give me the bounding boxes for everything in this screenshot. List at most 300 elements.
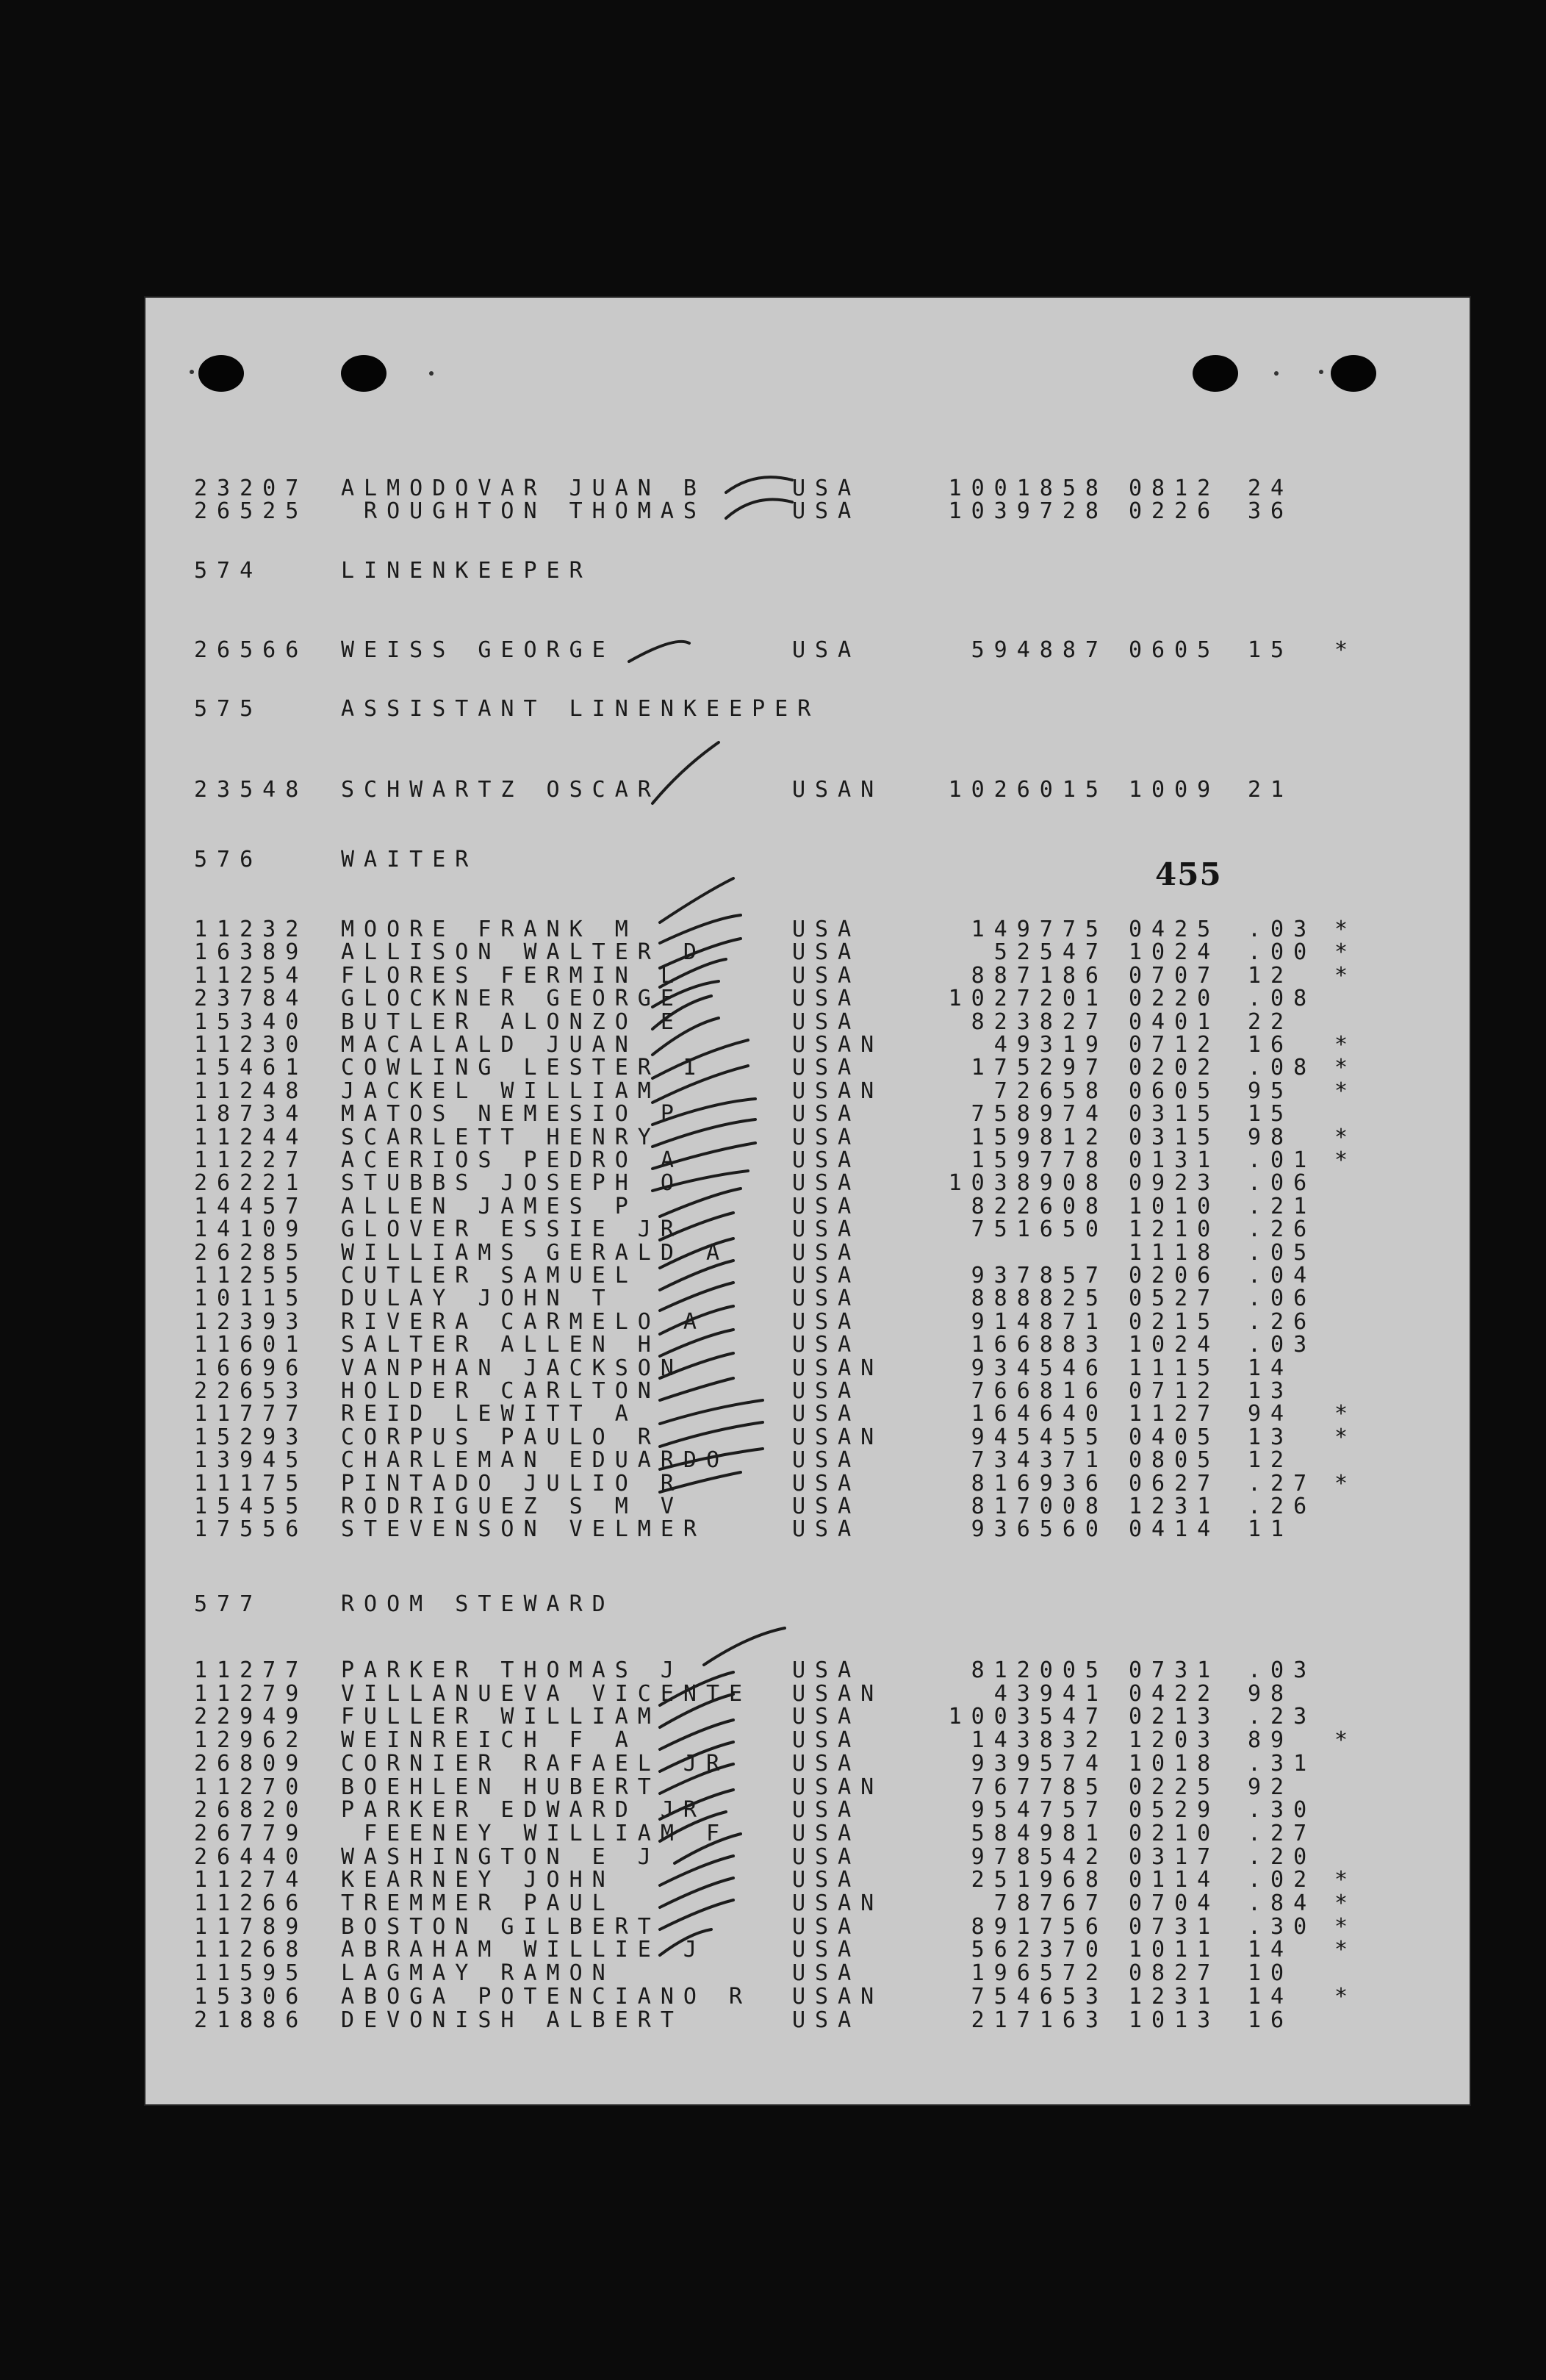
value-code: 15 bbox=[1248, 637, 1294, 663]
document-number: 52547 bbox=[993, 939, 1108, 965]
date-code: 0210 bbox=[1129, 1821, 1220, 1846]
citizenship: USA bbox=[792, 1216, 861, 1242]
document-number: 1039728 bbox=[948, 498, 1108, 524]
asterisk-mark: * bbox=[1334, 1471, 1358, 1497]
asterisk-mark: * bbox=[1334, 1937, 1358, 1963]
date-code: 0206 bbox=[1129, 1263, 1220, 1288]
date-code: 0605 bbox=[1129, 637, 1220, 663]
asterisk-mark: * bbox=[1334, 1125, 1358, 1150]
document-number: 945455 bbox=[971, 1424, 1108, 1450]
crew-number: 11248 bbox=[194, 1078, 309, 1104]
crew-name: PARKER EDWARD JR bbox=[341, 1797, 706, 1823]
asterisk-mark: * bbox=[1334, 1078, 1358, 1104]
crew-name: DEVONISH ALBERT bbox=[341, 2007, 683, 2033]
page-number: 455 bbox=[1155, 856, 1222, 892]
document-number: 822608 bbox=[971, 1194, 1108, 1219]
document-number: 766816 bbox=[971, 1378, 1108, 1404]
document-number: 166883 bbox=[971, 1332, 1108, 1358]
date-code: 0401 bbox=[1129, 1009, 1220, 1035]
citizenship: USA bbox=[792, 637, 861, 663]
section-title: WAITER bbox=[341, 847, 478, 872]
crew-number: 21886 bbox=[194, 2007, 309, 2033]
date-code: 1018 bbox=[1129, 1751, 1220, 1777]
crew-number: 23207 bbox=[194, 476, 309, 501]
crew-number: 26440 bbox=[194, 1844, 309, 1870]
citizenship: USAN bbox=[792, 1681, 884, 1707]
date-code: 0707 bbox=[1129, 963, 1220, 989]
document-number: 43941 bbox=[993, 1681, 1108, 1707]
document-number: 817008 bbox=[971, 1494, 1108, 1519]
crew-number: 16389 bbox=[194, 939, 309, 965]
document-number: 887186 bbox=[971, 963, 1108, 989]
citizenship: USA bbox=[792, 1821, 861, 1846]
document-number: 754653 bbox=[971, 1984, 1108, 2010]
citizenship: USA bbox=[792, 1125, 861, 1150]
value-code: .02 bbox=[1248, 1867, 1317, 1893]
crew-name: GLOVER ESSIE JR bbox=[341, 1216, 683, 1242]
crew-number: 22653 bbox=[194, 1378, 309, 1404]
value-code: 12 bbox=[1248, 963, 1294, 989]
section-title: ASSISTANT LINENKEEPER bbox=[341, 696, 821, 722]
crew-name: GLOCKNER GEORGE bbox=[341, 986, 683, 1011]
crew-number: 26809 bbox=[194, 1751, 309, 1777]
date-code: 1231 bbox=[1129, 1984, 1220, 2010]
document-number: 584981 bbox=[971, 1821, 1108, 1846]
asterisk-mark: * bbox=[1334, 1867, 1358, 1893]
crew-name: ABOGA POTENCIANO R bbox=[341, 1984, 752, 2010]
crew-number: 11277 bbox=[194, 1657, 309, 1683]
crew-name: LAGMAY RAMON bbox=[341, 1960, 615, 1986]
document-number: 1038908 bbox=[948, 1170, 1108, 1196]
crew-name: SALTER ALLEN H bbox=[341, 1332, 661, 1358]
document-number: 734371 bbox=[971, 1447, 1108, 1473]
value-code: .08 bbox=[1248, 986, 1317, 1011]
citizenship: USAN bbox=[792, 1774, 884, 1800]
citizenship: USA bbox=[792, 1332, 861, 1358]
document-number: 251968 bbox=[971, 1867, 1108, 1893]
value-code: .06 bbox=[1248, 1286, 1317, 1311]
date-code: 1210 bbox=[1129, 1216, 1220, 1242]
citizenship: USAN bbox=[792, 1032, 884, 1058]
document-number: 888825 bbox=[971, 1286, 1108, 1311]
value-code: 95 bbox=[1248, 1078, 1294, 1104]
citizenship: USA bbox=[792, 1751, 861, 1777]
asterisk-mark: * bbox=[1334, 1055, 1358, 1080]
document-number: 562370 bbox=[971, 1937, 1108, 1963]
crew-name: PARKER THOMAS J bbox=[341, 1657, 683, 1683]
date-code: 0213 bbox=[1129, 1704, 1220, 1730]
crew-number: 22949 bbox=[194, 1704, 309, 1730]
citizenship: USA bbox=[792, 963, 861, 989]
crew-number: 11254 bbox=[194, 963, 309, 989]
citizenship: USA bbox=[792, 1378, 861, 1404]
document-number: 767785 bbox=[971, 1774, 1108, 1800]
citizenship: USAN bbox=[792, 1078, 884, 1104]
value-code: .26 bbox=[1248, 1309, 1317, 1335]
crew-number: 26221 bbox=[194, 1170, 309, 1196]
citizenship: USA bbox=[792, 1194, 861, 1219]
citizenship: USA bbox=[792, 1844, 861, 1870]
section-code: 574 bbox=[194, 558, 263, 584]
document-number: 175297 bbox=[971, 1055, 1108, 1080]
crew-name: CORNIER RAFAEL JR bbox=[341, 1751, 730, 1777]
document-number: 1001858 bbox=[948, 476, 1108, 501]
date-code: 0317 bbox=[1129, 1844, 1220, 1870]
citizenship: USAN bbox=[792, 1424, 884, 1450]
value-code: .20 bbox=[1248, 1844, 1317, 1870]
asterisk-mark: * bbox=[1334, 939, 1358, 965]
document-number: 812005 bbox=[971, 1657, 1108, 1683]
crew-number: 11244 bbox=[194, 1125, 309, 1150]
citizenship: USAN bbox=[792, 777, 884, 803]
document-number: 159812 bbox=[971, 1125, 1108, 1150]
citizenship: USA bbox=[792, 1727, 861, 1753]
asterisk-mark: * bbox=[1334, 1727, 1358, 1753]
document-number: 937857 bbox=[971, 1263, 1108, 1288]
value-code: 12 bbox=[1248, 1447, 1294, 1473]
citizenship: USA bbox=[792, 498, 861, 524]
section-code: 576 bbox=[194, 847, 263, 872]
value-code: 22 bbox=[1248, 1009, 1294, 1035]
crew-number: 26820 bbox=[194, 1797, 309, 1823]
crew-number: 15340 bbox=[194, 1009, 309, 1035]
value-code: .00 bbox=[1248, 939, 1317, 965]
value-code: .23 bbox=[1248, 1704, 1317, 1730]
date-code: 0805 bbox=[1129, 1447, 1220, 1473]
document-number: 1026015 bbox=[948, 777, 1108, 803]
crew-number: 11266 bbox=[194, 1890, 309, 1916]
crew-number: 13945 bbox=[194, 1447, 309, 1473]
value-code: .31 bbox=[1248, 1751, 1317, 1777]
asterisk-mark: * bbox=[1334, 1401, 1358, 1427]
value-code: .03 bbox=[1248, 1657, 1317, 1683]
document-number: 1027201 bbox=[948, 986, 1108, 1011]
document-page bbox=[145, 298, 1470, 2104]
document-number: 816936 bbox=[971, 1471, 1108, 1497]
document-number: 978542 bbox=[971, 1844, 1108, 1870]
date-code: 0923 bbox=[1129, 1170, 1220, 1196]
document-number: 939574 bbox=[971, 1751, 1108, 1777]
date-code: 0315 bbox=[1129, 1125, 1220, 1150]
crew-name: VILLANUEVA VICENTE bbox=[341, 1681, 752, 1707]
date-code: 0114 bbox=[1129, 1867, 1220, 1893]
value-code: 98 bbox=[1248, 1681, 1294, 1707]
section-code: 575 bbox=[194, 696, 263, 722]
date-code: 1013 bbox=[1129, 2007, 1220, 2033]
crew-name: PINTADO JULIO R bbox=[341, 1471, 683, 1497]
crew-number: 18734 bbox=[194, 1101, 309, 1127]
value-code: .06 bbox=[1248, 1170, 1317, 1196]
crew-number: 11268 bbox=[194, 1937, 309, 1963]
date-code: 0812 bbox=[1129, 476, 1220, 501]
crew-name: STEVENSON VELMER bbox=[341, 1516, 706, 1542]
citizenship: USAN bbox=[792, 1984, 884, 2010]
crew-number: 12393 bbox=[194, 1309, 309, 1335]
crew-number: 10115 bbox=[194, 1286, 309, 1311]
citizenship: USA bbox=[792, 1704, 861, 1730]
crew-name: CUTLER SAMUEL bbox=[341, 1263, 638, 1288]
crew-number: 11175 bbox=[194, 1471, 309, 1497]
crew-number: 11595 bbox=[194, 1960, 309, 1986]
crew-name: SCARLETT HENRY bbox=[341, 1125, 661, 1150]
value-code: .04 bbox=[1248, 1263, 1317, 1288]
crew-name: BOSTON GILBERT bbox=[341, 1914, 661, 1940]
date-code: 1203 bbox=[1129, 1727, 1220, 1753]
crew-number: 11789 bbox=[194, 1914, 309, 1940]
document-number: 217163 bbox=[971, 2007, 1108, 2033]
date-code: 0627 bbox=[1129, 1471, 1220, 1497]
citizenship: USAN bbox=[792, 1890, 884, 1916]
crew-name: WILLIAMS GERALD A bbox=[341, 1240, 730, 1266]
date-code: 0422 bbox=[1129, 1681, 1220, 1707]
crew-number: 12962 bbox=[194, 1727, 309, 1753]
document-number: 143832 bbox=[971, 1727, 1108, 1753]
crew-number: 26525 bbox=[194, 498, 309, 524]
date-code: 0405 bbox=[1129, 1424, 1220, 1450]
crew-name: WEINREICH F A bbox=[341, 1727, 638, 1753]
crew-name: SCHWARTZ OSCAR bbox=[341, 777, 661, 803]
crew-number: 23784 bbox=[194, 986, 309, 1011]
crew-name: CHARLEMAN EDUARDO bbox=[341, 1447, 730, 1473]
asterisk-mark: * bbox=[1334, 963, 1358, 989]
crew-number: 14457 bbox=[194, 1194, 309, 1219]
citizenship: USA bbox=[792, 1240, 861, 1266]
crew-name: JACKEL WILLIAM bbox=[341, 1078, 661, 1104]
value-code: 14 bbox=[1248, 1355, 1294, 1381]
crew-name: BUTLER ALONZO E bbox=[341, 1009, 683, 1035]
document-number: 936560 bbox=[971, 1516, 1108, 1542]
crew-name: TREMMER PAUL bbox=[341, 1890, 615, 1916]
document-number: 758974 bbox=[971, 1101, 1108, 1127]
crew-number: 11279 bbox=[194, 1681, 309, 1707]
date-code: 0225 bbox=[1129, 1774, 1220, 1800]
value-code: 15 bbox=[1248, 1101, 1294, 1127]
crew-name: COWLING LESTER I bbox=[341, 1055, 706, 1080]
crew-number: 11270 bbox=[194, 1774, 309, 1800]
citizenship: USAN bbox=[792, 1355, 884, 1381]
document-number: 891756 bbox=[971, 1914, 1108, 1940]
date-code: 1127 bbox=[1129, 1401, 1220, 1427]
citizenship: USA bbox=[792, 1263, 861, 1288]
value-code: .08 bbox=[1248, 1055, 1317, 1080]
value-code: 89 bbox=[1248, 1727, 1294, 1753]
value-code: 14 bbox=[1248, 1984, 1294, 2010]
crew-name: FULLER WILLIAM bbox=[341, 1704, 661, 1730]
date-code: 0605 bbox=[1129, 1078, 1220, 1104]
value-code: 94 bbox=[1248, 1401, 1294, 1427]
date-code: 1115 bbox=[1129, 1355, 1220, 1381]
value-code: .26 bbox=[1248, 1216, 1317, 1242]
citizenship: USA bbox=[792, 1960, 861, 1986]
citizenship: USA bbox=[792, 1516, 861, 1542]
value-code: .30 bbox=[1248, 1914, 1317, 1940]
value-code: 16 bbox=[1248, 2007, 1294, 2033]
crew-name: ALLEN JAMES P bbox=[341, 1194, 638, 1219]
crew-number: 11601 bbox=[194, 1332, 309, 1358]
crew-number: 11274 bbox=[194, 1867, 309, 1893]
section-code: 577 bbox=[194, 1591, 263, 1617]
crew-name: WASHINGTON E J bbox=[341, 1844, 661, 1870]
value-code: .03 bbox=[1248, 1332, 1317, 1358]
date-code: 0315 bbox=[1129, 1101, 1220, 1127]
asterisk-mark: * bbox=[1334, 1032, 1358, 1058]
document-number: 49319 bbox=[993, 1032, 1108, 1058]
crew-number: 15461 bbox=[194, 1055, 309, 1080]
value-code: .84 bbox=[1248, 1890, 1317, 1916]
crew-name: ACERIOS PEDRO A bbox=[341, 1147, 683, 1173]
citizenship: USA bbox=[792, 1494, 861, 1519]
citizenship: USA bbox=[792, 1147, 861, 1173]
value-code: .27 bbox=[1248, 1821, 1317, 1846]
asterisk-mark: * bbox=[1334, 1424, 1358, 1450]
date-code: 1011 bbox=[1129, 1937, 1220, 1963]
crew-number: 26779 bbox=[194, 1821, 309, 1846]
citizenship: USA bbox=[792, 1867, 861, 1893]
crew-name: HOLDER CARLTON bbox=[341, 1378, 661, 1404]
crew-number: 15293 bbox=[194, 1424, 309, 1450]
asterisk-mark: * bbox=[1334, 917, 1358, 942]
date-code: 0425 bbox=[1129, 917, 1220, 942]
citizenship: USA bbox=[792, 1797, 861, 1823]
value-code: 10 bbox=[1248, 1960, 1294, 1986]
crew-number: 26285 bbox=[194, 1240, 309, 1266]
date-code: 1009 bbox=[1129, 777, 1220, 803]
crew-name: RODRIGUEZ S M V bbox=[341, 1494, 683, 1519]
crew-name: FEENEY WILLIAM F bbox=[341, 1821, 730, 1846]
section-title: ROOM STEWARD bbox=[341, 1591, 615, 1617]
crew-number: 11255 bbox=[194, 1263, 309, 1288]
date-code: 0704 bbox=[1129, 1890, 1220, 1916]
value-code: .26 bbox=[1248, 1494, 1317, 1519]
value-code: .30 bbox=[1248, 1797, 1317, 1823]
date-code: 0527 bbox=[1129, 1286, 1220, 1311]
value-code: 92 bbox=[1248, 1774, 1294, 1800]
citizenship: USA bbox=[792, 1914, 861, 1940]
document-number: 159778 bbox=[971, 1147, 1108, 1173]
document-number: 954757 bbox=[971, 1797, 1108, 1823]
date-code: 0414 bbox=[1129, 1516, 1220, 1542]
date-code: 1024 bbox=[1129, 939, 1220, 965]
document-number: 594887 bbox=[971, 637, 1108, 663]
crew-name: RIVERA CARMELO A bbox=[341, 1309, 706, 1335]
citizenship: USA bbox=[792, 986, 861, 1011]
crew-name: MACALALD JUAN bbox=[341, 1032, 638, 1058]
crew-name: STUBBS JOSEPH O bbox=[341, 1170, 683, 1196]
crew-number: 11232 bbox=[194, 917, 309, 942]
date-code: 0712 bbox=[1129, 1032, 1220, 1058]
citizenship: USA bbox=[792, 1170, 861, 1196]
crew-number: 14109 bbox=[194, 1216, 309, 1242]
crew-number: 15306 bbox=[194, 1984, 309, 2010]
date-code: 0529 bbox=[1129, 1797, 1220, 1823]
value-code: 36 bbox=[1248, 498, 1294, 524]
date-code: 0202 bbox=[1129, 1055, 1220, 1080]
citizenship: USA bbox=[792, 1471, 861, 1497]
citizenship: USA bbox=[792, 1401, 861, 1427]
value-code: 13 bbox=[1248, 1424, 1294, 1450]
crew-name: ALLISON WALTER D bbox=[341, 939, 706, 965]
document-number: 196572 bbox=[971, 1960, 1108, 1986]
document-number: 934546 bbox=[971, 1355, 1108, 1381]
value-code: 24 bbox=[1248, 476, 1294, 501]
date-code: 0827 bbox=[1129, 1960, 1220, 1986]
date-code: 0220 bbox=[1129, 986, 1220, 1011]
asterisk-mark: * bbox=[1334, 1147, 1358, 1173]
citizenship: USA bbox=[792, 476, 861, 501]
date-code: 1118 bbox=[1129, 1240, 1220, 1266]
value-code: .27 bbox=[1248, 1471, 1317, 1497]
crew-name: WEISS GEORGE bbox=[341, 637, 615, 663]
date-code: 0131 bbox=[1129, 1147, 1220, 1173]
value-code: 13 bbox=[1248, 1378, 1294, 1404]
date-code: 0731 bbox=[1129, 1914, 1220, 1940]
citizenship: USA bbox=[792, 1101, 861, 1127]
document-number: 1003547 bbox=[948, 1704, 1108, 1730]
crew-name: KEARNEY JOHN bbox=[341, 1867, 615, 1893]
citizenship: USA bbox=[792, 1657, 861, 1683]
crew-name: ABRAHAM WILLIE J bbox=[341, 1937, 706, 1963]
value-code: .01 bbox=[1248, 1147, 1317, 1173]
citizenship: USA bbox=[792, 2007, 861, 2033]
asterisk-mark: * bbox=[1334, 1914, 1358, 1940]
citizenship: USA bbox=[792, 1009, 861, 1035]
crew-name: DULAY JOHN T bbox=[341, 1286, 615, 1311]
value-code: 11 bbox=[1248, 1516, 1294, 1542]
date-code: 1024 bbox=[1129, 1332, 1220, 1358]
citizenship: USA bbox=[792, 939, 861, 965]
crew-name: MOORE FRANK M bbox=[341, 917, 638, 942]
document-number: 164640 bbox=[971, 1401, 1108, 1427]
value-code: 98 bbox=[1248, 1125, 1294, 1150]
crew-number: 17556 bbox=[194, 1516, 309, 1542]
crew-number: 11227 bbox=[194, 1147, 309, 1173]
crew-number: 26566 bbox=[194, 637, 309, 663]
crew-name: BOEHLEN HUBERT bbox=[341, 1774, 661, 1800]
citizenship: USA bbox=[792, 1309, 861, 1335]
document-number: 78767 bbox=[993, 1890, 1108, 1916]
crew-name: CORPUS PAULO R bbox=[341, 1424, 661, 1450]
crew-name: FLORES FERMIN L bbox=[341, 963, 683, 989]
crew-number: 23548 bbox=[194, 777, 309, 803]
document-number: 751650 bbox=[971, 1216, 1108, 1242]
crew-name: ROUGHTON THOMAS bbox=[341, 498, 706, 524]
document-number: 823827 bbox=[971, 1009, 1108, 1035]
citizenship: USA bbox=[792, 1055, 861, 1080]
citizenship: USA bbox=[792, 1937, 861, 1963]
value-code: 21 bbox=[1248, 777, 1294, 803]
date-code: 1231 bbox=[1129, 1494, 1220, 1519]
date-code: 0731 bbox=[1129, 1657, 1220, 1683]
date-code: 0712 bbox=[1129, 1378, 1220, 1404]
crew-number: 11777 bbox=[194, 1401, 309, 1427]
value-code: .03 bbox=[1248, 917, 1317, 942]
crew-name: ALMODOVAR JUAN B bbox=[341, 476, 706, 501]
date-code: 0215 bbox=[1129, 1309, 1220, 1335]
asterisk-mark: * bbox=[1334, 1984, 1358, 2010]
crew-number: 16696 bbox=[194, 1355, 309, 1381]
section-title: LINENKEEPER bbox=[341, 558, 592, 584]
value-code: 16 bbox=[1248, 1032, 1294, 1058]
citizenship: USA bbox=[792, 1286, 861, 1311]
citizenship: USA bbox=[792, 917, 861, 942]
value-code: .21 bbox=[1248, 1194, 1317, 1219]
asterisk-mark: * bbox=[1334, 637, 1358, 663]
crew-number: 11230 bbox=[194, 1032, 309, 1058]
date-code: 0226 bbox=[1129, 498, 1220, 524]
crew-name: MATOS NEMESIO P bbox=[341, 1101, 683, 1127]
citizenship: USA bbox=[792, 1447, 861, 1473]
crew-name: REID LEWITT A bbox=[341, 1401, 638, 1427]
